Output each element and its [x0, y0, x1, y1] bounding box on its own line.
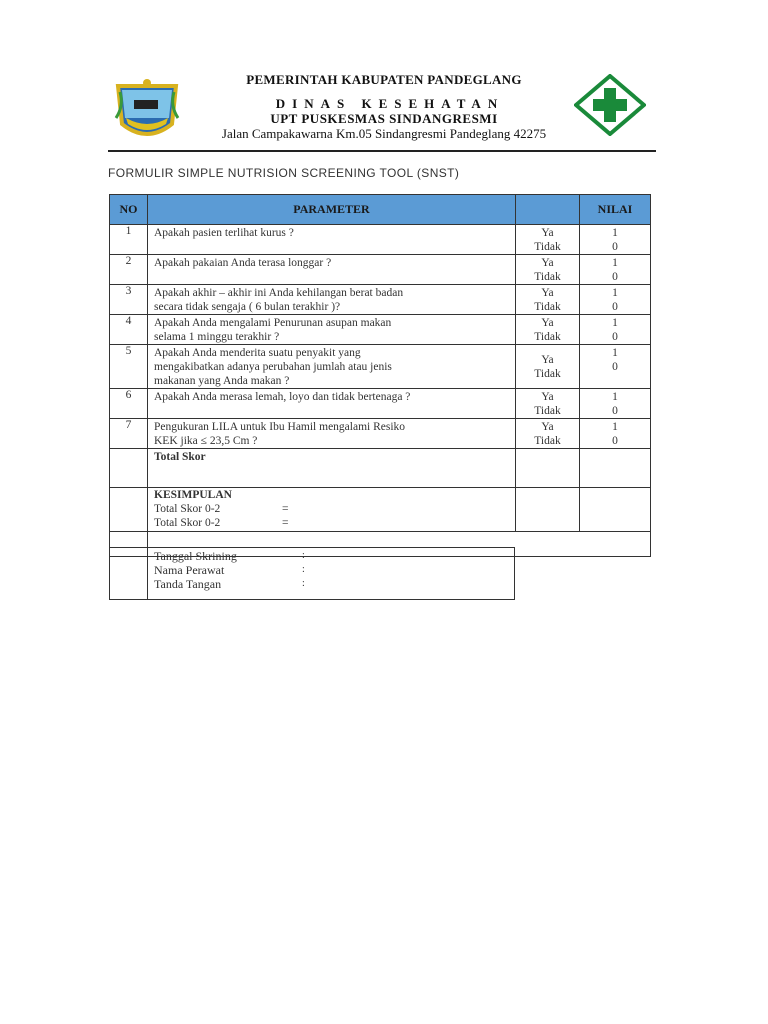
- header-value: NILAI: [580, 195, 651, 225]
- value-no: 0: [612, 331, 618, 343]
- header-parameter: PARAMETER: [148, 195, 516, 225]
- total-score-cell[interactable]: [516, 449, 580, 488]
- answer-no[interactable]: Tidak: [534, 271, 561, 283]
- conclusion-title: KESIMPULAN: [154, 489, 232, 501]
- answer-yes[interactable]: Ya: [541, 257, 554, 269]
- value-no: 0: [612, 241, 618, 253]
- nurse-name-label: Nama Perawat: [154, 563, 225, 577]
- conclusion-line-2-label: Total Skor 0-2: [154, 517, 221, 529]
- conclusion-line-1-eq: =: [282, 503, 289, 515]
- answer-no[interactable]: Tidak: [534, 367, 561, 380]
- value-yes: 1: [612, 317, 618, 329]
- row-number: 3: [110, 285, 148, 315]
- table-row: [110, 419, 651, 449]
- conclusion-line-1-label: Total Skor 0-2: [154, 503, 221, 515]
- answer-yes[interactable]: Ya: [541, 227, 554, 239]
- snst-table: [109, 194, 651, 557]
- question-text: Apakah pasien terlihat kurus ?: [154, 227, 294, 239]
- row-number: 1: [110, 225, 148, 255]
- total-row: [110, 449, 651, 488]
- header-no: NO: [110, 195, 148, 225]
- value-no: 0: [612, 405, 618, 417]
- government-title: PEMERINTAH KABUPATEN PANDEGLANG: [246, 72, 522, 87]
- question-text: Apakah Anda menderita suatu penyakit yang mengakibatkan adanya perubahan jumlah atau jenis makanan yang Anda makan ?: [154, 347, 392, 387]
- value-no: 0: [612, 435, 618, 447]
- answer-yes[interactable]: Ya: [541, 353, 554, 366]
- value-yes: 1: [612, 347, 618, 359]
- answer-no[interactable]: Tidak: [534, 301, 561, 313]
- puskesmas-title: UPT PUSKESMAS SINDANGRESMI: [270, 111, 498, 126]
- table-row: [110, 255, 651, 285]
- answer-yes[interactable]: Ya: [541, 391, 554, 403]
- value-yes: 1: [612, 421, 618, 433]
- header-divider: [108, 150, 656, 152]
- conclusion-line-2-eq: =: [282, 517, 289, 529]
- question-text: Apakah Anda mengalami Penurunan asupan makan selama 1 minggu terakhir ?: [154, 317, 392, 343]
- table-row: [110, 315, 651, 345]
- row-number: 6: [110, 389, 148, 419]
- row-number: 7: [110, 419, 148, 449]
- table-row: [110, 345, 651, 389]
- signature-field[interactable]: :: [302, 578, 305, 589]
- value-no: 0: [612, 271, 618, 283]
- answer-yes[interactable]: Ya: [541, 287, 554, 299]
- value-yes: 1: [612, 287, 618, 299]
- puskesmas-cross-icon: [574, 74, 646, 136]
- signature-block: [109, 547, 515, 600]
- table-row: [110, 225, 651, 255]
- row-number: 5: [110, 345, 148, 389]
- screening-date-field[interactable]: :: [302, 550, 305, 561]
- answer-no[interactable]: Tidak: [534, 405, 561, 417]
- address-line: Jalan Campakawarna Km.05 Sindangresmi Pandeglang 42275: [221, 126, 547, 141]
- agency-title: DINAS KESEHATAN: [275, 96, 505, 111]
- question-text: Apakah Anda merasa lemah, loyo dan tidak bertenaga ?: [154, 391, 411, 403]
- signature-label: Tanda Tangan: [154, 577, 222, 591]
- table-row: [110, 285, 651, 315]
- value-yes: 1: [612, 257, 618, 269]
- table-row: [110, 389, 651, 419]
- total-score-label: Total Skor: [154, 451, 206, 463]
- screening-date-label: Tanggal Skrining: [154, 549, 237, 563]
- value-no: 0: [612, 301, 618, 313]
- value-no: 0: [612, 361, 618, 373]
- nurse-name-field[interactable]: :: [302, 564, 305, 575]
- letterhead: [0, 0, 768, 152]
- conclusion-block: [148, 488, 515, 530]
- value-yes: 1: [612, 391, 618, 403]
- table-header-row: [110, 195, 651, 225]
- header-answer: [516, 195, 580, 225]
- answer-yes[interactable]: Ya: [541, 317, 554, 329]
- conclusion-row: [110, 488, 651, 532]
- value-yes: 1: [612, 227, 618, 239]
- question-text: Apakah pakaian Anda terasa longgar ?: [154, 257, 332, 269]
- answer-no[interactable]: Tidak: [534, 331, 561, 343]
- form-title: FORMULIR SIMPLE NUTRISION SCREENING TOOL (SNST): [108, 166, 460, 180]
- total-value-cell[interactable]: [580, 449, 651, 488]
- answer-no[interactable]: Tidak: [534, 435, 561, 447]
- answer-no[interactable]: Tidak: [534, 241, 561, 253]
- question-text: Pengukuran LILA untuk Ibu Hamil mengalami Resiko KEK jika ≤ 23,5 Cm ?: [154, 421, 406, 447]
- row-number: 4: [110, 315, 148, 345]
- question-text: Apakah akhir – akhir ini Anda kehilangan berat badan secara tidak sengaja ( 6 bulan terakhir )?: [154, 287, 404, 313]
- answer-yes[interactable]: Ya: [541, 421, 554, 433]
- row-number: 2: [110, 255, 148, 285]
